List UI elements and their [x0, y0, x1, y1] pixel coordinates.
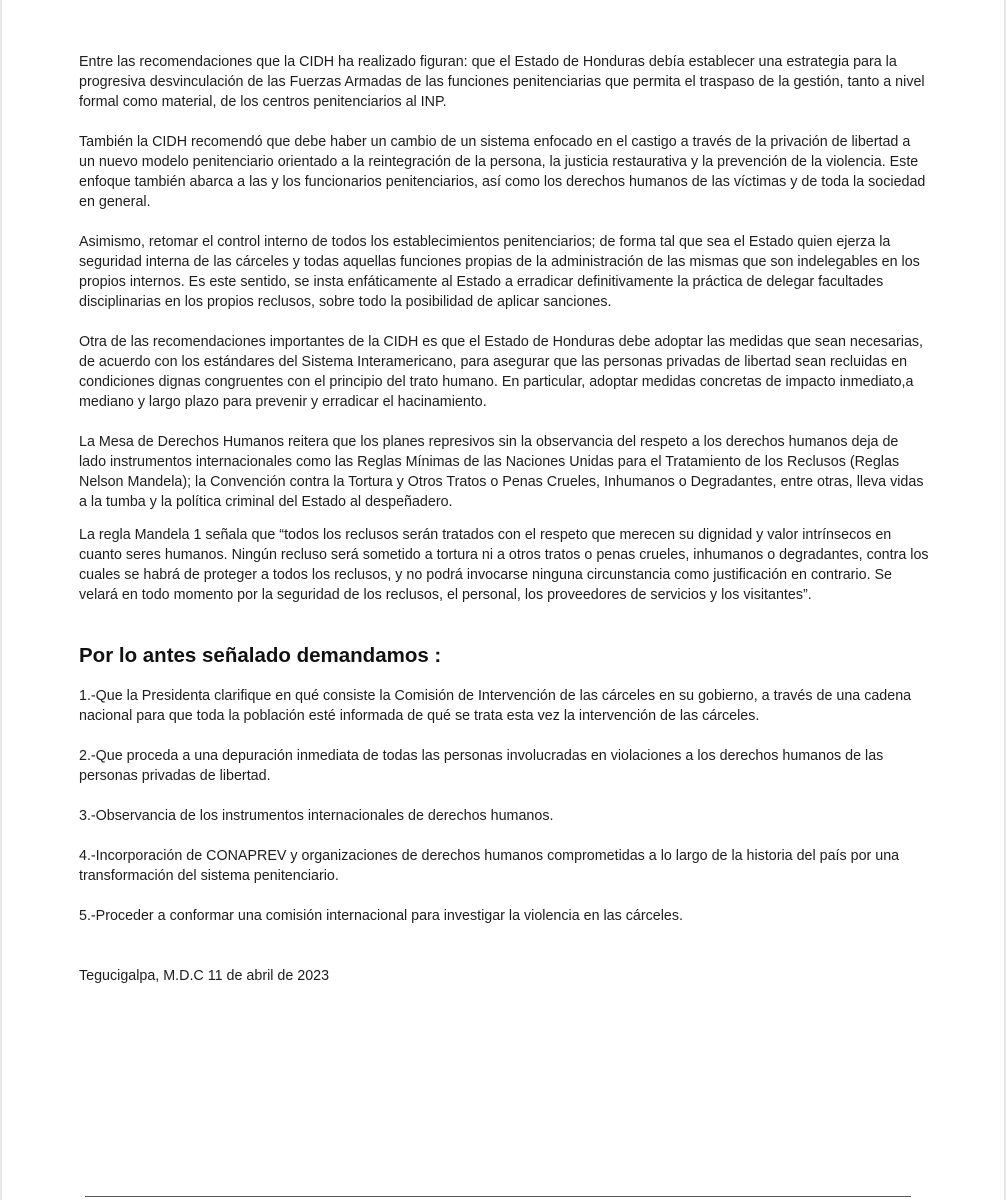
- paragraph-penitentiary-model: También la CIDH recomendó que debe haber un cambio de un sistema enfocado en el castigo a través de la privación de libertad a un nuevo modelo penitenciario orientado a la reintegración de la persona, la justicia restaurativa y la prevención de la violencia. Este enfoque también abarca a las y los funcionarios penitenciarios, así como los derechos humanos de las víctimas y de toda la sociedad en general.: [79, 134, 926, 210]
- demand-item-2: 2.-Que proceda a una depuración inmediata de todas las personas involucradas en violaciones a los derechos humanos de las personas privadas de libertad.: [79, 748, 884, 784]
- paragraph-human-rights-table: La Mesa de Derechos Humanos reitera que los planes represivos sin la observancia del respeto a los derechos humanos deja de lado instrumentos internacionales como las Reglas Mínimas de las Naciones Unidas para el Tratamiento de los Reclusos (Reglas Nelson Mandela); la Convención contra la Tortura y Otros Tratos o Penas Crueles, Inhumanos o Degradantes, entre otras, lleva vidas a la tumba y la política criminal del Estado al despeñadero.: [79, 434, 924, 510]
- demand-item-1: 1.-Que la Presidenta clarifique en qué consiste la Comisión de Intervención de las cárceles en su gobierno, a través de una cadena nacional para que toda la población esté informada de qué se trata esta vez la intervención de las cárceles.: [79, 688, 912, 724]
- demand-item-3: 3.-Observancia de los instrumentos internacionales de derechos humanos.: [79, 808, 554, 824]
- signoff-place-date: Tegucigalpa, M.D.C 11 de abril de 2023: [79, 968, 330, 984]
- document-page: [2, 0, 1004, 1200]
- paragraph-mandela-rule: La regla Mandela 1 señala que “todos los reclusos serán tratados con el respeto que merecen su dignidad y valor intrínsecos en cuanto seres humanos. Ningún recluso será sometido a tortura ni a otros tratos o penas crueles, inhumanos o degradantes, contra los cuales se habrá de proteger a todos los reclusos, y no podrá invocarse ninguna circunstancia como justificación en contrario. Se velará en todo momento por la seguridad de los reclusos, el personal, los proveedores de servicios y los visitantes”.: [79, 527, 929, 603]
- paragraph-internal-control: Asimismo, retomar el control interno de todos los establecimientos penitenciarios; de forma tal que sea el Estado quien ejerza la seguridad interna de las cárceles y todas aquellas funciones propias de la administración de las mismas que son indelegables en los propios internos. Es este sentido, se insta enfáticamente al Estado a erradicar definitivamente la práctica de delegar facultades disciplinarias en los propios reclusos, sobre todo la posibilidad de aplicar sanciones.: [79, 234, 920, 310]
- demand-item-5: 5.-Proceder a conformar una comisión internacional para investigar la violencia en las cárceles.: [79, 908, 683, 924]
- demand-item-4: 4.-Incorporación de CONAPREV y organizaciones de derechos humanos comprometidas a lo largo de la historia del país por una transformación del sistema penitenciario.: [79, 848, 900, 884]
- footer-divider: [85, 1196, 911, 1197]
- paragraph-dignified-conditions: Otra de las recomendaciones importantes de la CIDH es que el Estado de Honduras debe adoptar las medidas que sean necesarias, de acuerdo con los estándares del Sistema Interamericano, para asegurar que las personas privadas de libertad sean recluidas en condiciones dignas congruentes con el principio del trato humano. En particular, adoptar medidas concretas de impacto inmediato,a mediano y largo plazo para prevenir y erradicar el hacinamiento.: [79, 334, 924, 410]
- document-body: [79, 52, 929, 986]
- paragraph-cidh-recommendations: Entre las recomendaciones que la CIDH ha realizado figuran: que el Estado de Honduras debía establecer una estrategia para la progresiva desvinculación de las Fuerzas Armadas de las funciones penitenciarias que permita el traspaso de la gestión, tanto a nivel formal como material, de los centros penitenciarios al INP.: [79, 54, 925, 110]
- demands-heading: Por lo antes señalado demandamos :: [79, 644, 442, 667]
